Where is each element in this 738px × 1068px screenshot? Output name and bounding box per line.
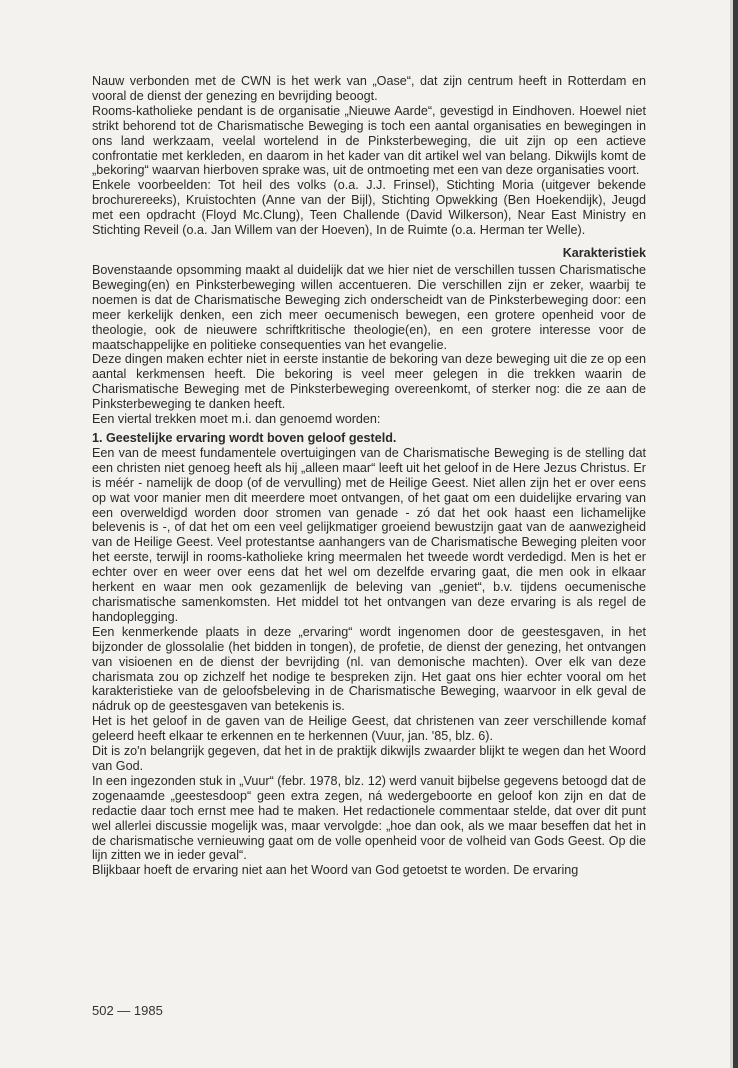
paragraph-blijkbaar: Blijkbaar hoeft de ervaring niet aan het Woord van God getoetst te worden. De ervaring — [92, 863, 579, 878]
section-heading-karakteristiek: Karakteristiek — [562, 245, 646, 260]
heading-point-1: 1. Geestelijke ervaring wordt boven geloof gesteld. — [92, 430, 397, 445]
paragraph-viertal: Een viertal trekken moet m.i. dan genoemd worden: — [92, 412, 381, 427]
paragraph-fundamentele-overtuiging: Een van de meest fundamentele overtuigingen van de Charismatische Beweging is de stelling dat een christen niet genoeg heeft als hij „alleen maar“ leeft uit het geloof in de Here Jezus Christus. Er is méér - namelijk de doop (of de vervulling) met de Heilige Geest. Niet allen zijn het er over eens op wat voor manier men dit meerdere moet ontvangen, of het gaat om een duidelijke ervaring van een overweldigd worden door stromen van genade - zó dat het ook haast een lichamelijke belevenis is -, of dat het om een veel gelijkmatiger groeiend bewustzijn gaat van de aanwezigheid van de Heilige Geest. Veel protestantse aanhangers van de Charismatische Beweging pleiten voor het eerste, terwijl in rooms-katholieke kring meermalen het tweede wordt verdedigd. Men is het er echter over en weer over eens dat het wel om dezelfde ervaring gaat, die men ook in elkaar herkent en waar men ook gezamenlijk de beleving van „geniet“, b.v. tijdens oecumenische charismatische samenkomsten. Het middel tot het ontvangen van deze ervaring is als regel de handoplegging. — [92, 445, 646, 624]
paragraph-belangrijk-gegeven: Dit is zo'n belangrijk gegeven, dat het in de praktijk dikwijls zwaarder blijkt te wegen dan het Woord van God. — [92, 744, 646, 773]
article-body — [92, 74, 646, 878]
paragraph-voorbeelden: Enkele voorbeelden: Tot heil des volks (o.a. J.J. Frinsel), Stichting Moria (uitgever bekende brochurereeks), Kruistochten (Anne van der Bijl), Stichting Opwekking (Ben Hoekendijk), Jeugd met een opdracht (Floyd Mc.Clung), Teen Challende (David Wilkerson), Near East Ministry en Stichting Reveil (o.a. Jan Willem van der Hoeven), In de Ruimte (o.a. Herman ter Welle). — [92, 178, 646, 238]
paragraph-bekoring: Deze dingen maken echter niet in eerste instantie de bekoring van deze beweging uit die ze op een aantal kerkmensen heeft. Die bekoring is veel meer gelegen in die trekken waarin de Charismatische Beweging met de Pinksterbeweging overeenkomt, of sterker nog: die ze aan de Pinksterbeweging te danken heeft. — [92, 352, 646, 412]
paragraph-ingezonden-stuk: In een ingezonden stuk in „Vuur“ (febr. 1978, blz. 12) werd vanuit bijbelse gegevens betoogd dat de zogenaamde „geestesdoop“ geen extra zegen, ná wedergeboorte en geloof kon zijn en dat de redactie daar toch ernst mee had te maken. Het redactionele commentaar stelde, dat over dit punt wel allerlei discussie mogelijk was, maar vervolgde: „hoe dan ook, als we maar beseffen dat het in de charismatische vernieuwing gaat om de volle openheid voor de volheid van Gods Geest. Op die lijn zitten we in ieder geval“. — [92, 773, 646, 863]
paragraph-geloof-gaven: Het is het geloof in de gaven van de Heilige Geest, dat christenen van zeer verschillende komaf geleerd heeft elkaar te erkennen en te herkennen (Vuur, jan. '85, blz. 6). — [92, 714, 646, 744]
paragraph-opsomming: Bovenstaande opsomming maakt al duidelijk dat we hier niet de verschillen tussen Charismatische Beweging(en) en Pinksterbeweging willen accentueren. Die verschillen zijn er zeker, waarbij te noemen is dat de Charismatische Beweging zich onderscheidt van de Pinksterbeweging door: een meer kerkelijk denken, een zich meer oecumenisch bewegen, een grotere openheid voor de theologie, ook de nieuwere schriftkritische theologie(en), en een grotere interesse voor de maatschappelijke en politieke consequenties van het evangelie. — [92, 262, 646, 352]
page-number: 502 — 1985 — [92, 1003, 163, 1018]
page-edge — [733, 0, 738, 1068]
paragraph-nieuwe-aarde: Rooms-katholieke pendant is de organisatie „Nieuwe Aarde“, gevestigd in Eindhoven. Hoewel niet strikt behorend tot de Charismatische Beweging is toch een aantal organisaties en bewegingen in ons land werkzaam, veelal wortelend in de Pinksterbeweging, die uit zijn op een actieve confrontatie met kerkleden, en daarom in het kader van dit artikel wel van belang. Dikwijls komt de „bekoring“ waarvan hierboven sprake was, uit de ontmoeting met een van deze organisaties voort. — [92, 103, 646, 178]
paragraph-geestesgaven: Een kenmerkende plaats in deze „ervaring“ wordt ingenomen door de geestesgaven, in het bijzonder de glossolalie (het bidden in tongen), de profetie, de dienst der genezing, het ontvangen van visioenen en de dienst der bevrijding (nl. van demonische machten). Over elk van deze charismata zou op zichzelf het nodige te bespreken zijn. Het gaat ons hier echter vooral om het karakteristieke van de geloofsbeleving in de Charismatische Beweging, waarvoor in elk geval de nádruk op de geestesgaven van betekenis is. — [92, 624, 646, 714]
paragraph-oase: Nauw verbonden met de CWN is het werk van „Oase“, dat zijn centrum heeft in Rotterdam en vooral de dienst der genezing en bevrijding beoogt. — [92, 74, 646, 103]
